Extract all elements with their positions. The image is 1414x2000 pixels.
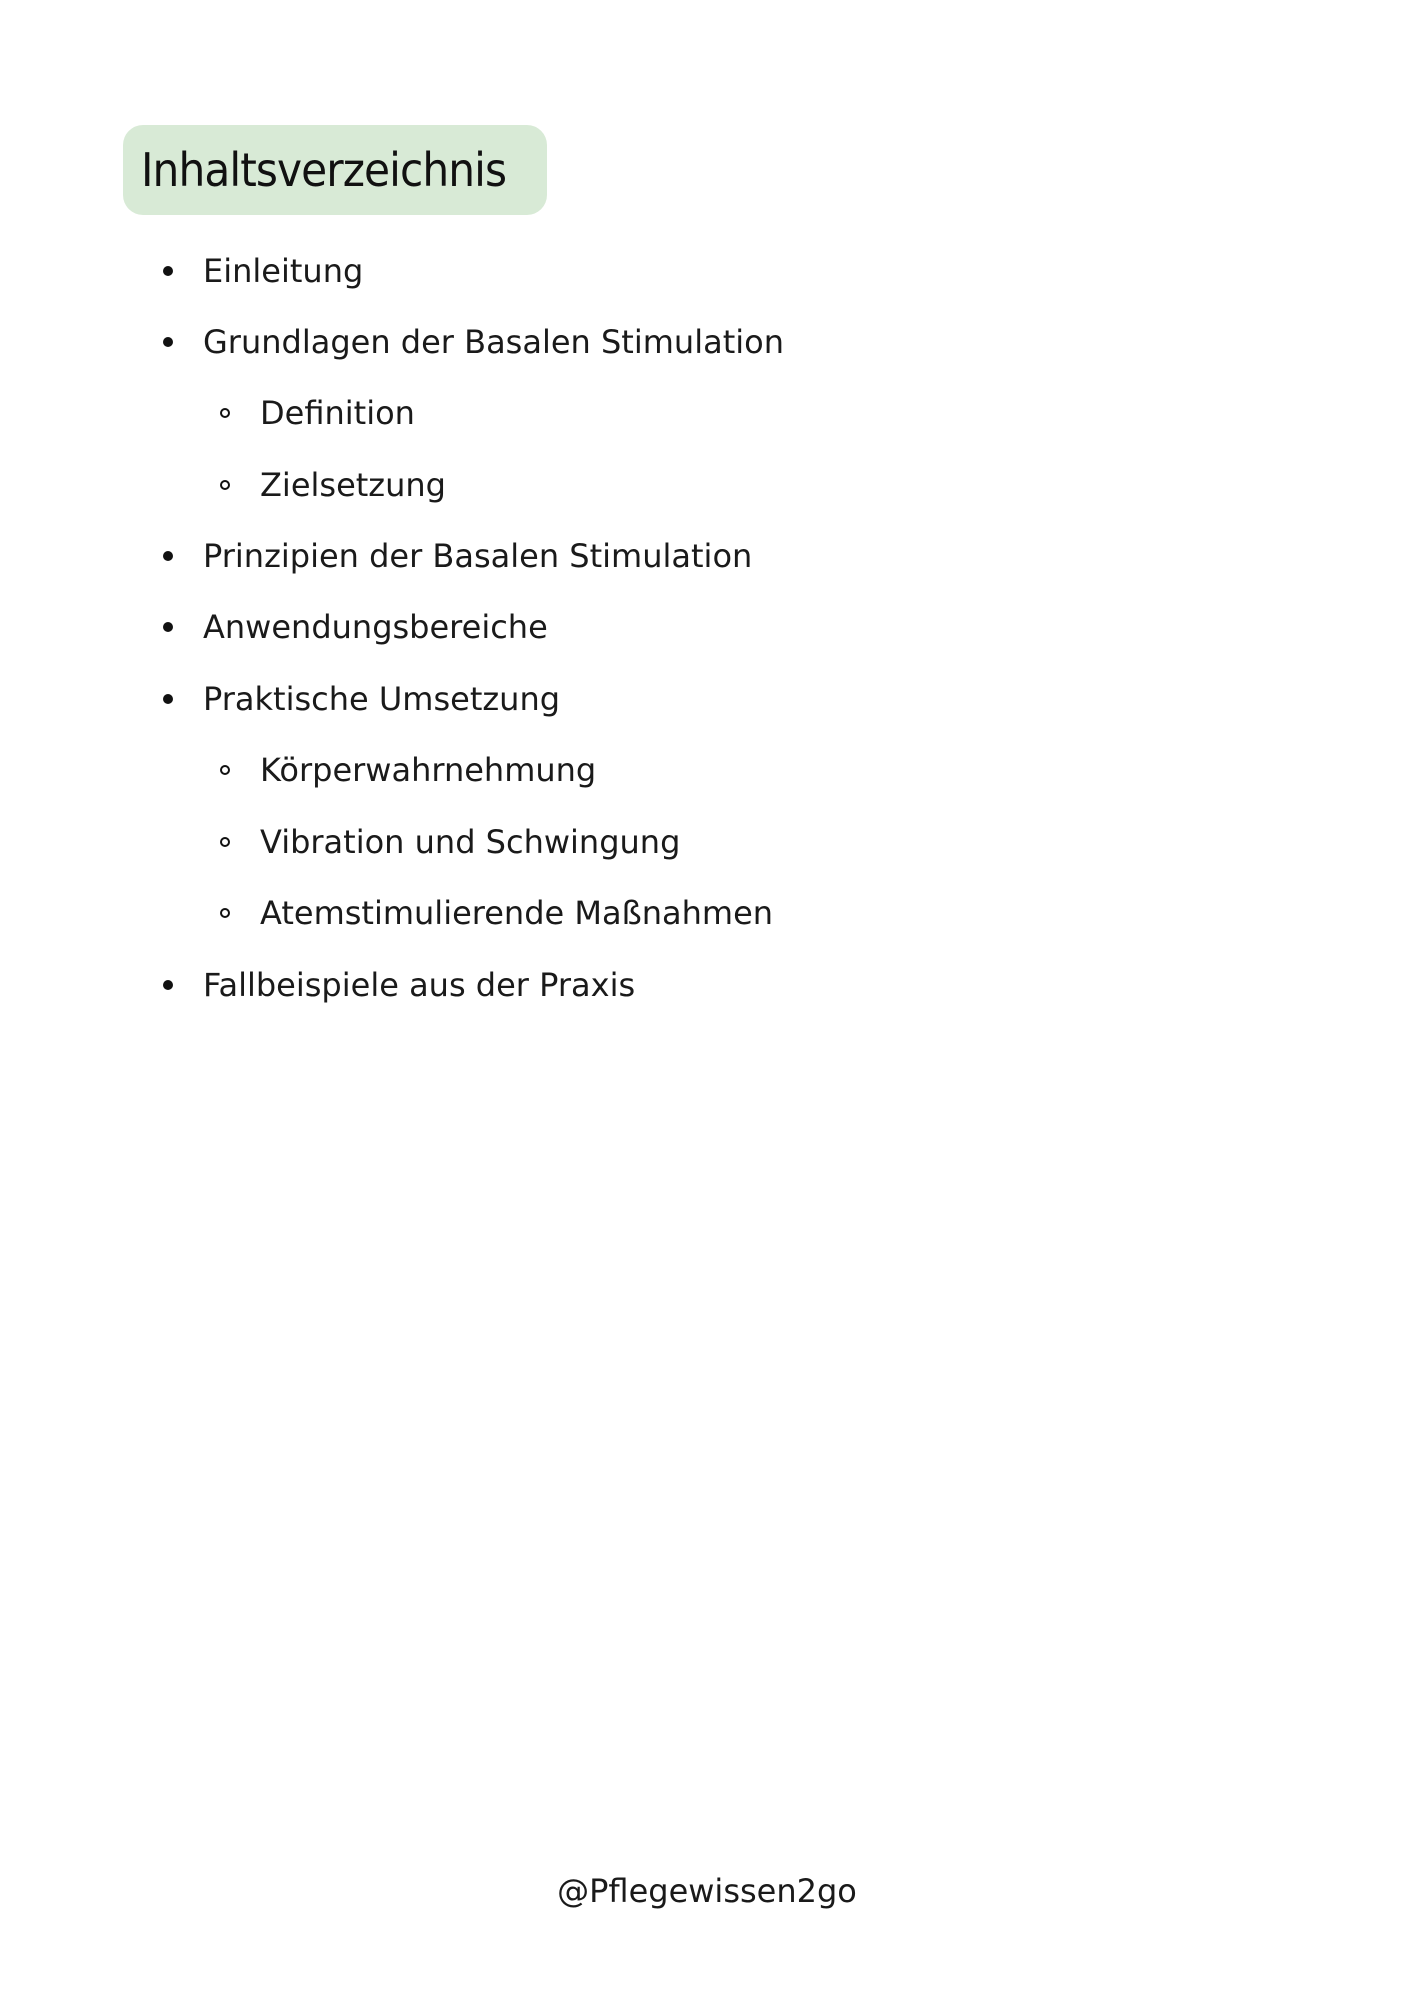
- toc-subitem: [220, 465, 446, 505]
- toc-item-label: Grundlagen der Basalen Stimulation: [203, 323, 784, 361]
- toc-item-label: Praktische Umsetzung: [203, 680, 561, 718]
- hollow-bullet-icon: [220, 408, 230, 418]
- toc-item-label: Fallbeispiele aus der Praxis: [203, 966, 636, 1004]
- bullet-icon: [163, 266, 173, 276]
- footer-handle: @Pflegewissen2go: [557, 1872, 857, 1910]
- toc-subitem: [220, 893, 773, 933]
- hollow-bullet-icon: [220, 765, 230, 775]
- hollow-bullet-icon: [220, 837, 230, 847]
- toc-item-label: Körperwahrnehmung: [260, 751, 597, 789]
- toc-item-label: Atemstimulierende Maßnahmen: [260, 894, 774, 932]
- toc-item: [163, 607, 548, 647]
- toc-item-label: Einleitung: [203, 252, 364, 290]
- toc-subitem: [220, 393, 415, 433]
- toc-item: [163, 322, 784, 362]
- hollow-bullet-icon: [220, 908, 230, 918]
- bullet-icon: [163, 622, 173, 632]
- toc-item: [163, 536, 752, 576]
- toc-item-label: Definition: [260, 394, 415, 432]
- toc-subitem: [220, 822, 680, 862]
- toc-item: [163, 251, 363, 291]
- toc-item-label: Vibration und Schwingung: [260, 823, 681, 861]
- toc-item-label: Zielsetzung: [260, 466, 446, 504]
- toc-item-label: Anwendungsbereiche: [203, 608, 548, 646]
- toc-item: [163, 679, 560, 719]
- bullet-icon: [163, 551, 173, 561]
- hollow-bullet-icon: [220, 480, 230, 490]
- bullet-icon: [163, 337, 173, 347]
- page-title: Inhaltsverzeichnis: [141, 143, 507, 197]
- bullet-icon: [163, 980, 173, 990]
- bullet-icon: [163, 694, 173, 704]
- title-box: [123, 125, 547, 215]
- toc-item: [163, 965, 635, 1005]
- toc-subitem: [220, 750, 596, 790]
- toc-item-label: Prinzipien der Basalen Stimulation: [203, 537, 753, 575]
